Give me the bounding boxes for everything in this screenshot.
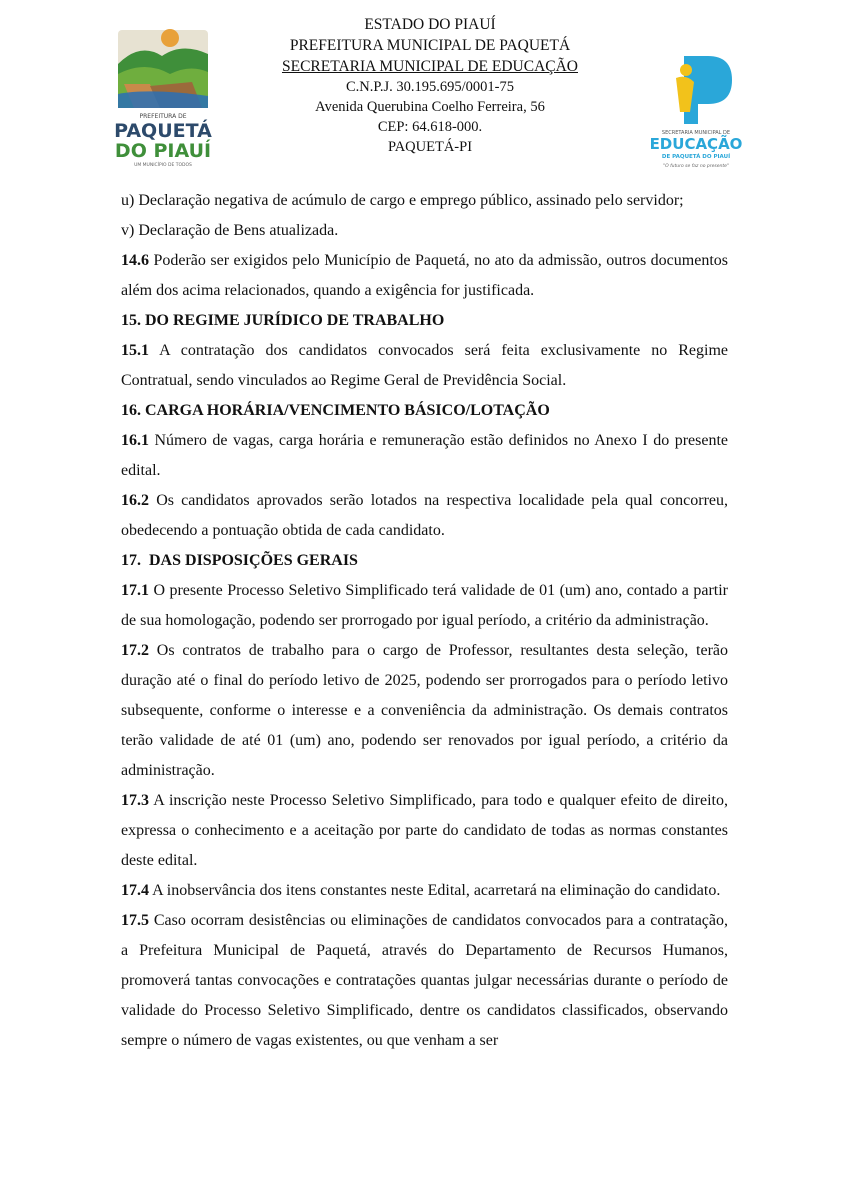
clause-number: 17.1: [121, 582, 149, 599]
clause-text: Número de vagas, carga horária e remuneração estão definidos no Anexo I do presente edital.: [121, 432, 728, 479]
paragraph-17-2: [121, 636, 728, 786]
clause-text: A inobservância dos itens constantes neste Edital, acarretará na eliminação do candidato.: [149, 882, 721, 899]
edu-sub-text: DE PAQUETÁ DO PIAUÍ: [661, 154, 731, 160]
header-cep: CEP: 64.618-000.: [377, 119, 483, 135]
paragraph-14-6: [121, 246, 728, 306]
clause-text: Os candidatos aprovados serão lotados na respectiva localidade pela qual concorreu, obedecendo a pontuação obtida de cada candidato.: [121, 492, 728, 539]
clause-number: 17.2: [121, 642, 149, 659]
paragraph-16-2: [121, 486, 728, 546]
paragraph-17-4: [121, 876, 728, 906]
clause-number: 17.3: [121, 792, 149, 809]
paragraph-17-3: [121, 786, 728, 876]
edu-tagline: "O futuro se faz no presente": [663, 164, 729, 169]
document-body: [121, 186, 728, 1056]
clause-number: 16.2: [121, 492, 149, 509]
section-heading-17: 17. DAS DISPOSIÇÕES GERAIS: [121, 552, 358, 569]
item-v: v) Declaração de Bens atualizada.: [121, 222, 339, 239]
clause-number: 17.4: [121, 882, 149, 899]
header-secretariat: SECRETARIA MUNICIPAL DE EDUCAÇÃO: [281, 58, 578, 75]
header-prefecture: PREFEITURA MUNICIPAL DE PAQUETÁ: [289, 37, 571, 54]
header-state: ESTADO DO PIAUÍ: [364, 16, 496, 33]
clause-text: O presente Processo Seletivo Simplificado terá validade de 01 (um) ano, contado a partir de sua homologação, podendo ser prorrogado por igual período, a critério da administração.: [121, 582, 728, 629]
clause-number: 17.5: [121, 912, 149, 929]
clause-text: Poderão ser exigidos pelo Município de Paquetá, no ato da admissão, outros documentos além dos acima relacionados, quando a exigência for justificada.: [121, 252, 728, 299]
logo-line1: PAQUETÁ: [114, 120, 212, 142]
clause-text: A inscrição neste Processo Seletivo Simplificado, para todo e qualquer efeito de direito, expressa o conhecimento e a aceitação por parte do candidato de todas as normas constantes deste edital.: [121, 792, 728, 869]
clause-text: Os contratos de trabalho para o cargo de Professor, resultantes desta seleção, terão duração até o final do período letivo de 2025, podendo ser prorrogados para o período letivo subsequente, conforme o interesse e a conveniência da administração. Os demais contratos terão validade de até 01 (um) ano, podendo ser renovados por igual período, a critério da administração.: [121, 642, 728, 779]
logo-line2: DO PIAUÍ: [114, 140, 212, 162]
logo-tagline: UM MUNICÍPIO DE TODOS: [134, 163, 192, 168]
clause-number: 16.1: [121, 432, 149, 449]
header-address: Avenida Querubina Coelho Ferreira, 56: [315, 99, 545, 115]
header-city: PAQUETÁ-PI: [387, 139, 473, 155]
clause-text: Caso ocorram desistências ou eliminações de candidatos convocados para a contratação, a Prefeitura Municipal de Paquetá, através do Departamento de Recursos Humanos, promoverá tantas convocações e contratações quantas julgar necessárias durante o período de validade do Processo Seletivo Simplificado, dentre os candidatos classificados, observando sempre o número de vagas existentes, ou que venham a ser: [121, 912, 728, 1049]
paragraph-15-1: [121, 336, 728, 396]
education-secretariat-logo: [646, 52, 746, 172]
paragraph-17-5: [121, 906, 728, 1056]
edu-top-text: SECRETARIA MUNICIPAL DE: [661, 130, 731, 136]
paragraph-17-1: [121, 576, 728, 636]
clause-text: A contratação dos candidatos convocados será feita exclusivamente no Regime Contratual, sendo vinculados ao Regime Geral de Previdência Social.: [121, 342, 728, 389]
item-u: u) Declaração negativa de acúmulo de cargo e emprego público, assinado pelo servidor;: [121, 192, 684, 209]
section-heading-16: 16. CARGA HORÁRIA/VENCIMENTO BÁSICO/LOTAÇÃO: [121, 402, 550, 419]
header-cnpj: C.N.P.J. 30.195.695/0001-75: [346, 79, 514, 95]
logo-small-text: PREFEITURA DE: [139, 113, 187, 120]
section-heading-15: 15. DO REGIME JURÍDICO DE TRABALHO: [121, 312, 445, 329]
paragraph-16-1: [121, 426, 728, 486]
clause-number: 14.6: [121, 252, 149, 269]
paqueta-municipality-logo: [110, 24, 216, 169]
edu-main-text: EDUCAÇÃO: [649, 135, 743, 153]
institution-header: [240, 14, 620, 157]
clause-number: 15.1: [121, 342, 149, 359]
page-header: [0, 14, 849, 179]
